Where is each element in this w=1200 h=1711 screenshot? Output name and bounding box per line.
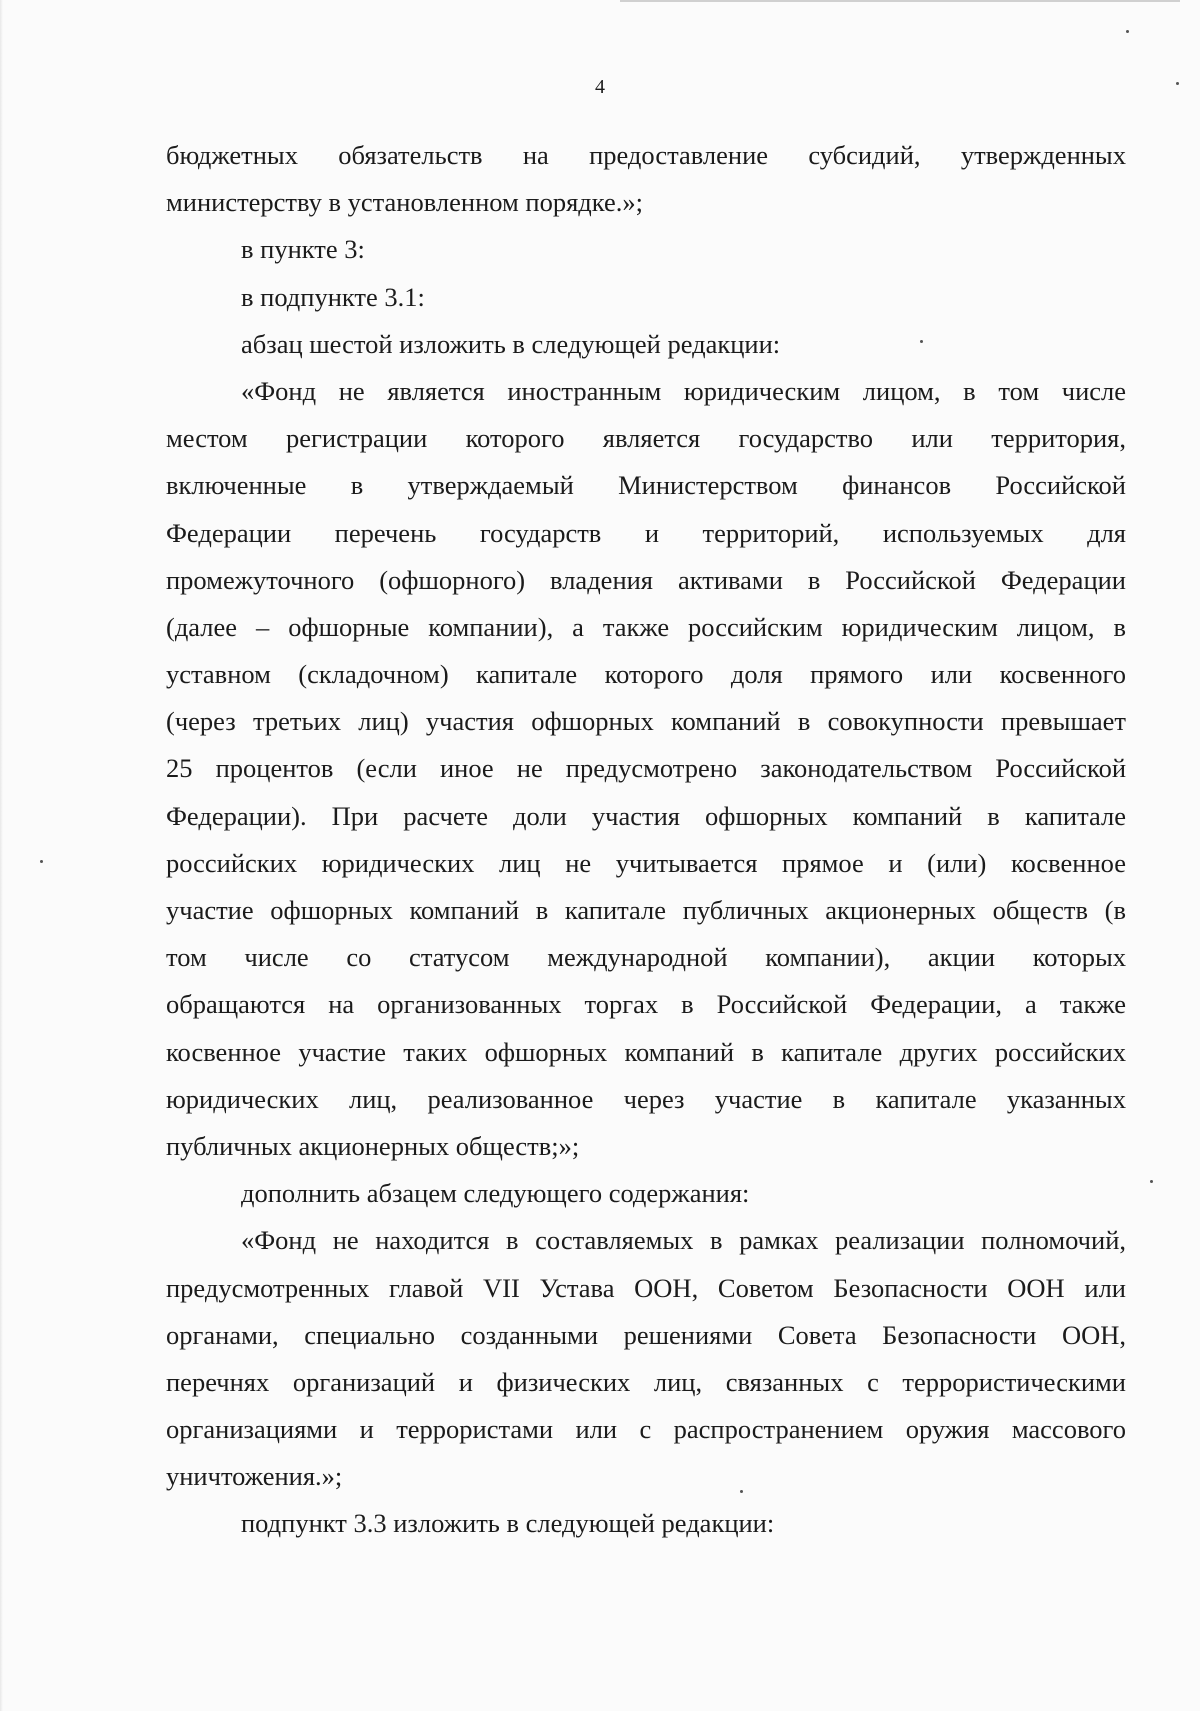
text-line: участие офшорных компаний в капитале публичных акционерных обществ (в bbox=[166, 895, 1126, 925]
text-line: Федерации). При расчете доли участия офшорных компаний в капитале bbox=[166, 800, 1126, 831]
text-line: бюджетных обязательств на предоставление субсидий, утвержденных bbox=[166, 140, 1126, 170]
text-line: министерству в установленном порядке.»; bbox=[166, 187, 643, 218]
scan-edge-left bbox=[0, 0, 3, 1711]
document-body bbox=[166, 132, 1126, 1548]
scan-speck bbox=[920, 340, 923, 343]
text-line: публичных акционерных обществ;»; bbox=[166, 1130, 580, 1161]
text-line: (через третьих лиц) участия офшорных компаний в совокупности превышает bbox=[166, 706, 1126, 737]
text-line: уставном (складочном) капитале которого доля прямого или косвенного bbox=[166, 659, 1126, 690]
text-line: дополнить абзацем следующего содержания: bbox=[241, 1178, 750, 1209]
text-line: подпункт 3.3 изложить в следующей редакции: bbox=[241, 1508, 775, 1539]
page-number: 4 bbox=[595, 76, 605, 98]
text-line: включенные в утверждаемый Министерством финансов Российской bbox=[166, 470, 1126, 501]
text-line: в подпункте 3.1: bbox=[241, 281, 425, 312]
scan-speck bbox=[1176, 82, 1179, 85]
text-line: обращаются на организованных торгах в Российской Федерации, а также bbox=[166, 989, 1126, 1020]
scan-edge-top bbox=[620, 0, 1180, 2]
text-line: органами, специально созданными решениями Совета Безопасности ООН, bbox=[166, 1319, 1126, 1350]
text-line: местом регистрации которого является государство или территория, bbox=[166, 423, 1126, 454]
text-line: юридических лиц, реализованное через участие в капитале указанных bbox=[166, 1083, 1126, 1114]
text-line: промежуточного (офшорного) владения активами в Российской Федерации bbox=[166, 564, 1126, 595]
text-line: организациями и террористами или с распространением оружия массового bbox=[166, 1414, 1126, 1445]
text-line: (далее – офшорные компании), а также российским юридическим лицом, в bbox=[166, 611, 1126, 642]
text-line: косвенное участие таких офшорных компаний в капитале других российских bbox=[166, 1036, 1126, 1067]
text-line: «Фонд не является иностранным юридическим лицом, в том числе bbox=[241, 375, 1126, 406]
scan-speck bbox=[1150, 1180, 1153, 1183]
text-line: российских юридических лиц не учитывается прямое и (или) косвенное bbox=[166, 847, 1126, 878]
text-line: перечнях организаций и физических лиц, связанных с террористическими bbox=[166, 1366, 1126, 1397]
text-line: уничтожения.»; bbox=[166, 1461, 343, 1492]
text-line: 25 процентов (если иное не предусмотрено законодательством Российской bbox=[166, 753, 1126, 784]
text-line: предусмотренных главой VII Устава ООН, Советом Безопасности ООН или bbox=[166, 1272, 1126, 1303]
text-line: «Фонд не находится в составляемых в рамках реализации полномочий, bbox=[241, 1225, 1126, 1256]
scan-speck bbox=[40, 860, 43, 863]
scan-speck bbox=[740, 1490, 743, 1493]
text-line: том числе со статусом международной компании), акции которых bbox=[166, 942, 1126, 973]
text-line: в пункте 3: bbox=[241, 234, 365, 265]
scan-speck bbox=[1126, 30, 1129, 33]
text-line: Федерации перечень государств и территорий, используемых для bbox=[166, 517, 1126, 548]
text-line: абзац шестой изложить в следующей редакции: bbox=[241, 328, 781, 359]
